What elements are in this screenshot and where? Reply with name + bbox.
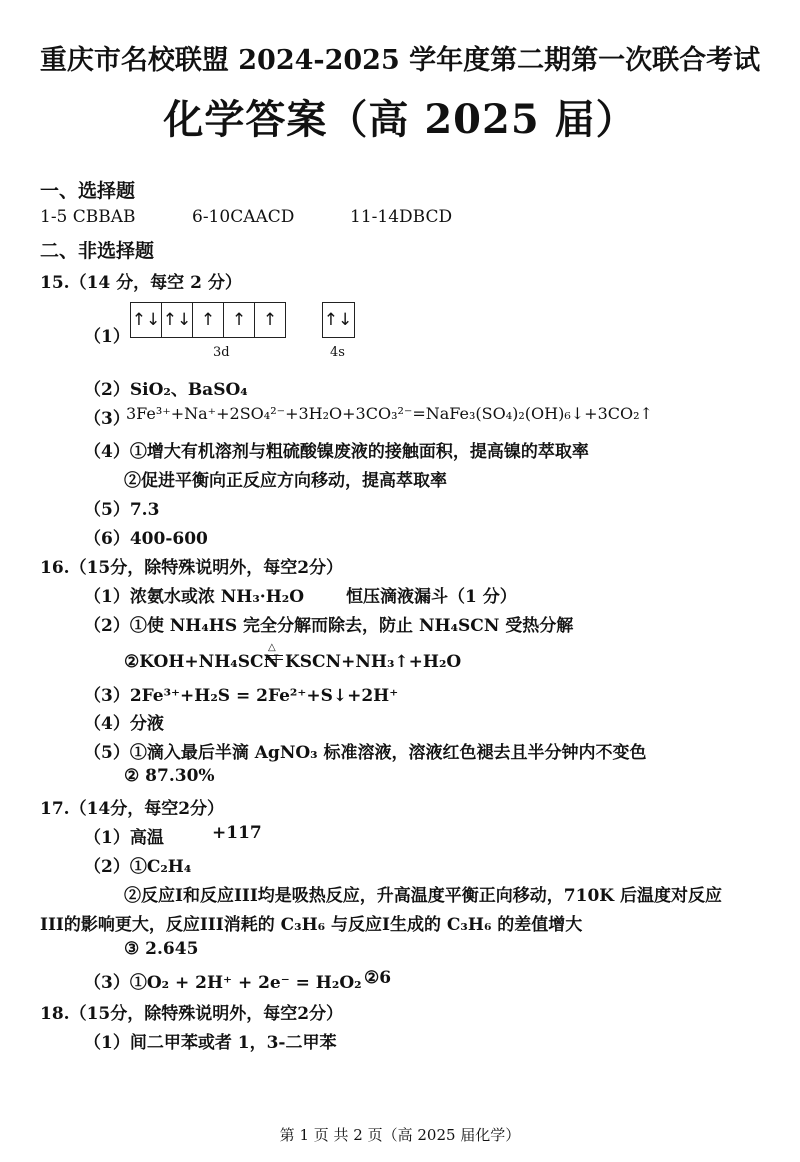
exam-title: 重庆市名校联盟 2024-2025 学年度第二期第一次联合考试 xyxy=(39,45,761,76)
q15-p4a: （4）①增大有机溶剂与粗硫酸镍废液的接触面积，提高镍的萃取率 xyxy=(84,442,589,462)
q15-header: 15.（14 分，每空 2 分） xyxy=(40,273,242,293)
q15-p5: （5）7.3 xyxy=(84,500,160,520)
orbital-3d-cell: ↑ xyxy=(193,303,224,337)
mc-answers-2: 6-10CAACD xyxy=(192,207,295,227)
q17-p2a: （2）①C₂H₄ xyxy=(84,857,192,877)
q17-header: 17.（14分，每空2分） xyxy=(40,799,225,819)
orbital-3d-cell: ↑↓ xyxy=(162,303,193,337)
eq-bar-bottom xyxy=(265,659,283,660)
q15-p3-equation: 3Fe³⁺+Na⁺+2SO₄²⁻+3H₂O+3CO₃²⁻=NaFe₃(SO₄)₂(OH)₆↓+3CO₂↑ xyxy=(126,404,653,423)
q16-p1a: （1）浓氨水或浓 NH₃·H₂O xyxy=(84,587,305,607)
q16-p5b: ② 87.30% xyxy=(124,766,215,786)
q16-p2b-right: KSCN+NH₃↑+H₂O xyxy=(285,652,462,672)
q16-p3: （3）2Fe³⁺+H₂S = 2Fe²⁺+S↓+2H⁺ xyxy=(84,686,399,706)
orbital-3d-cell: ↑ xyxy=(224,303,255,337)
mc-answers-3: 11-14DBCD xyxy=(350,207,453,227)
q16-p5a: （5）①滴入最后半滴 AgNO₃ 标准溶液，溶液红色褪去且半分钟内不变色 xyxy=(84,743,647,763)
q17-p3a: （3）①O₂ + 2H⁺ + 2e⁻ = H₂O₂ xyxy=(84,973,362,993)
orbital-3d-cell: ↑↓ xyxy=(131,303,162,337)
q16-header: 16.（15分，除特殊说明外，每空2分） xyxy=(40,558,344,578)
section1-title: 一、选择题 xyxy=(40,180,136,202)
q15-p2: （2）SiO₂、BaSO₄ xyxy=(84,380,248,400)
orbital-4s-cell: ↑↓ xyxy=(323,310,353,330)
q18-header: 18.（15分，除特殊说明外，每空2分） xyxy=(40,1004,344,1024)
mc-answers-1: 1-5 CBBAB xyxy=(40,207,136,227)
q15-p1-label: （1） xyxy=(84,327,130,347)
q16-p2b-left: ②KOH+NH₄SCN xyxy=(124,652,280,672)
q17-p3b: ②6 xyxy=(364,968,392,988)
orbital-3d-cell: ↑ xyxy=(262,310,278,330)
q17-p1a: （1）高温 xyxy=(84,828,164,848)
q17-p1b: +117 xyxy=(212,823,262,843)
q15-p6: （6）400-600 xyxy=(84,529,208,549)
q17-p2d: ③ 2.645 xyxy=(124,939,199,959)
q17-p2c: III的影响更大，反应III消耗的 C₃H₆ 与反应I生成的 C₃H₆ 的差值增大 xyxy=(40,915,583,935)
section2-title: 二、非选择题 xyxy=(40,240,155,262)
q18-p1: （1）间二甲苯或者 1，3-二甲苯 xyxy=(84,1033,337,1053)
q15-p3-label: （3） xyxy=(84,409,130,429)
eq-bar-top xyxy=(265,655,283,656)
q16-p1b: 恒压滴液漏斗（1 分） xyxy=(346,587,517,607)
orbital-3d-box xyxy=(130,302,286,338)
label-4s: 4s xyxy=(330,345,345,360)
label-3d: 3d xyxy=(213,345,230,360)
q16-p2a: （2）①使 NH₄HS 完全分解而除去，防止 NH₄SCN 受热分解 xyxy=(84,616,574,636)
answer-title: 化学答案（高 2025 届） xyxy=(163,96,637,143)
q17-p2b: ②反应I和反应III均是吸热反应，升高温度平衡正向移动，710K 后温度对反应 xyxy=(124,886,722,906)
q15-p4b: ②促进平衡向正反应方向移动，提高萃取率 xyxy=(124,471,447,491)
page-footer: 第 1 页 共 2 页（高 2025 届化学） xyxy=(279,1126,521,1144)
orbital-4s-box xyxy=(322,302,355,338)
heat-condition: △ xyxy=(268,642,276,653)
q16-p4: （4）分液 xyxy=(84,714,164,734)
